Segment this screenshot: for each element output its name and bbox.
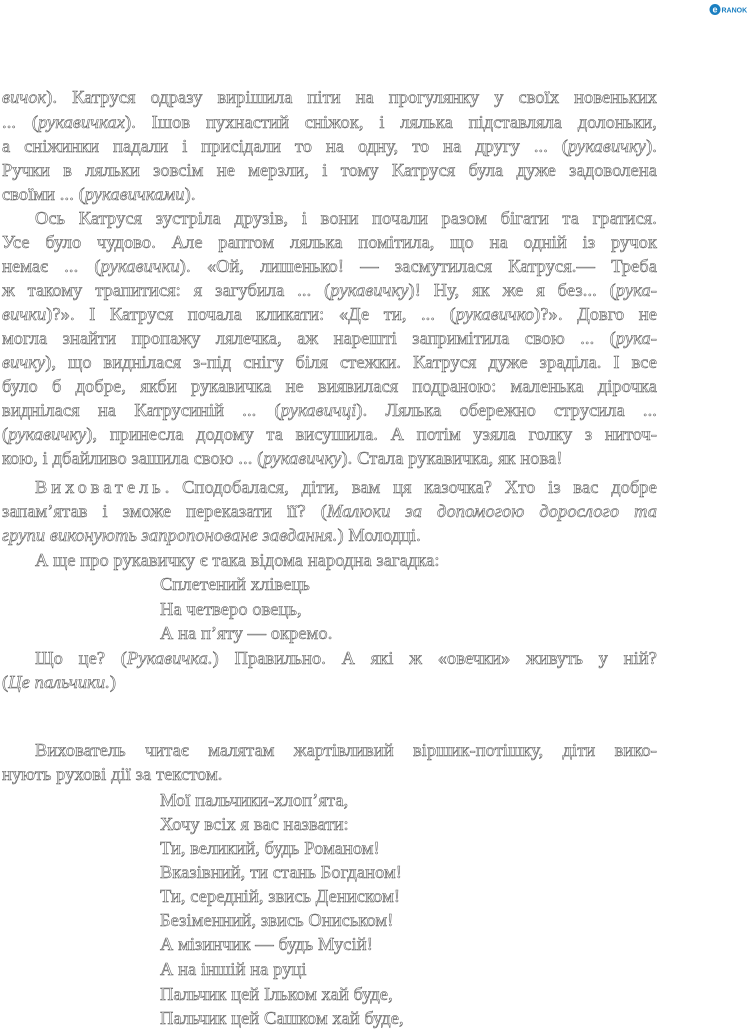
text-fragment: своїми ... ( [2, 184, 85, 204]
text-fragment: ). Лялька обережно струсила ... [356, 400, 657, 420]
text-fragment: запам’ятав і зможе переказати її? ( [2, 501, 327, 521]
story-line [2, 326, 657, 350]
story-line [2, 422, 657, 446]
poem-line: Пальчик цей Сашком хай буде, [160, 1008, 404, 1028]
poem-line: Вказівний, ти стань Богданом! [160, 862, 403, 882]
answer-line [35, 646, 657, 670]
italic-fragment: рука- [615, 280, 657, 300]
text-fragment: ( [2, 424, 9, 444]
story-line [35, 206, 657, 230]
text-fragment: )?». І Катруся почала кликати: «Де ти, ... ( [46, 304, 456, 324]
text-fragment: ) [109, 672, 117, 692]
story-line [2, 374, 657, 398]
dialog-line [2, 499, 657, 523]
italic-fragment: Це пальчики. [8, 672, 110, 692]
italic-fragment: Рукавичка. [127, 648, 213, 668]
story-line [2, 302, 657, 326]
text-fragment: Ось Катруся зустріла друзів, і вони почали разом бігати та гратися. [35, 208, 657, 228]
italic-fragment: рукавичках [38, 112, 125, 132]
poem-line: Безіменний, звись Ониськом! [160, 910, 394, 930]
text-fragment: кою, і дбайливо зашила свою ... ( [2, 448, 264, 468]
dialog-line [35, 548, 657, 572]
text-fragment: нують рухові дії за текстом. [2, 764, 223, 784]
story-line [2, 158, 657, 182]
poem-line: Ти, середній, звись Дениском! [160, 886, 401, 906]
poem-line: Ти, великий, будь Романом! [160, 838, 380, 858]
italic-fragment: групи виконують запропоноване завдання. [2, 525, 338, 545]
italic-fragment: вички [2, 304, 47, 324]
riddle-line: На четверо овець, [160, 599, 302, 619]
text-fragment: Що це? ( [35, 648, 128, 668]
text-fragment: )?». Довго не [534, 304, 657, 324]
italic-fragment: рукавичці [280, 400, 357, 420]
italic-fragment: рукавичко [455, 304, 535, 324]
text-fragment: ), що виднілася з-під снігу біля стежки. Катруся дуже зраділа. І все [45, 352, 657, 372]
italic-fragment: вичок [2, 87, 47, 107]
riddle-line: Сплетений хлівець [160, 574, 310, 594]
text-fragment: Вихователь [35, 477, 165, 497]
text-fragment: )! Ну, як же я без... ( [408, 280, 616, 300]
italic-fragment: рукавичку [330, 280, 409, 300]
poem-line: Пальчик цей Ільком хай буде, [160, 984, 393, 1004]
text-fragment: ). Стала рукавичка, як нова! [341, 448, 563, 468]
text-fragment: могла знайти пропажу лялечка, аж нарешті запримітила свою ... ( [2, 328, 616, 348]
story-line [2, 446, 657, 470]
italic-fragment: рукавичку [8, 424, 87, 444]
text-fragment: А ще про рукавичку є така відома народна загадка: [35, 550, 440, 570]
story-line [2, 230, 657, 254]
text-fragment: Вихователь читає малятам жартівливий віршик-потішку, діти вико- [35, 740, 657, 760]
italic-fragment: рукавичку [568, 136, 647, 156]
text-fragment: ж такому трапитися: я загубила ... ( [2, 280, 331, 300]
poem-line: Хочу всіх я вас назвати: [160, 814, 349, 834]
text-fragment: ... ( [2, 112, 39, 132]
story-line [2, 254, 657, 278]
poem-line: Мої пальчики-хлоп’ята, [160, 790, 349, 810]
text-fragment: ) Молодці. [337, 525, 421, 545]
italic-fragment: рукавичку [263, 448, 342, 468]
text-fragment: Ручки в ляльки зовсім не мерзли, і тому Катруся була дуже задоволена [2, 160, 657, 180]
italic-fragment: вичку [2, 352, 46, 372]
story-line [2, 85, 657, 109]
text-fragment: ) Правильно. А які ж «овечки» живуть у ній? [212, 648, 657, 668]
text-fragment: ). Ішов пухнастий сніжок, і лялька підставляла долоньки, [125, 112, 658, 132]
story-line [2, 398, 657, 422]
text-fragment: ). [184, 184, 196, 204]
italic-fragment: рука- [615, 328, 657, 348]
italic-fragment: рукавичками [84, 184, 185, 204]
text-fragment: ), принесла додому та висушила. А потім узяла голку з ниточ- [86, 424, 657, 444]
italic-fragment: рукавички [100, 256, 180, 276]
riddle-line: А на п’яту — окремо. [160, 623, 333, 643]
story-line [2, 110, 657, 134]
dialog-line [35, 475, 657, 499]
answer-line [2, 670, 657, 694]
text-fragment: . Сподобалася, діти, вам ця казочка? Хто із вас добре [164, 477, 657, 497]
text-fragment: а сніжинки падали і присідали то на одну, то на другу ... ( [2, 136, 568, 156]
story-line [2, 182, 657, 206]
text-fragment: виднілася на Катрусиній ... ( [2, 400, 281, 420]
poem-line: А на іншій на руці [160, 959, 307, 979]
instruction-line [2, 762, 657, 786]
text-fragment: було б добре, якби рукавичка не виявилася подраною: маленька дірочка [2, 376, 657, 396]
text-fragment: ( [2, 672, 9, 692]
poem-line: А мізинчик — будь Мусій! [160, 934, 373, 954]
text-fragment: Усе було чудово. Але раптом лялька помітила, що на одній із ручок [2, 232, 657, 252]
text-fragment: ). Катруся одразу вирішила піти на прогулянку у своїх новеньких [46, 87, 657, 107]
text-fragment: немає ... ( [2, 256, 101, 276]
dialog-line [2, 523, 657, 547]
story-line [2, 134, 657, 158]
text-fragment: ). [646, 136, 657, 156]
logo-initial: e [712, 4, 718, 15]
instruction-line [35, 738, 657, 762]
story-line [2, 278, 657, 302]
story-line [2, 350, 657, 374]
text-fragment: ). «Ой, лишенько! — засмутилася Катруся.— Треба [179, 256, 657, 276]
logo-text: RANOK [721, 7, 748, 15]
italic-fragment: Малюки за допомогою дорослого та [326, 501, 657, 521]
